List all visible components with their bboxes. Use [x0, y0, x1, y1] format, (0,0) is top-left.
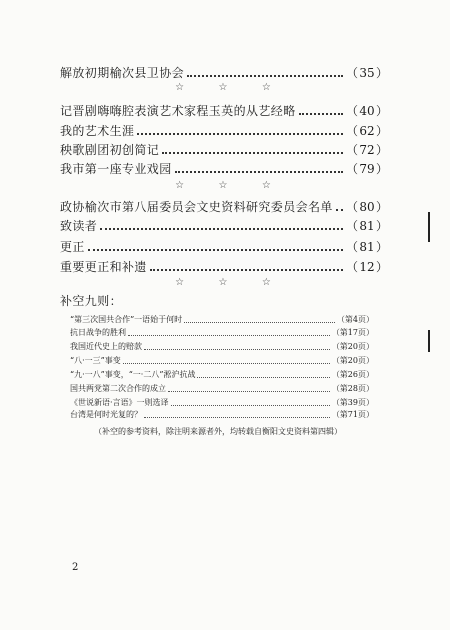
toc-entry-page: （81）	[345, 239, 388, 254]
toc-entry-title: 秧歌剧团初创简记	[60, 142, 160, 157]
leader-dots	[137, 133, 343, 135]
toc-entry-title: 我的艺术生涯	[60, 123, 135, 138]
toc-entry-title: 记晋剧嗨嗨腔表演艺术家程玉英的从艺经略	[60, 103, 296, 118]
leader-dots	[175, 171, 343, 173]
supplement-item-page: （第20页）	[331, 341, 374, 351]
margin-mark	[428, 212, 430, 242]
star-icon: ☆	[175, 277, 185, 288]
star-divider	[158, 277, 288, 291]
supplement-item	[70, 326, 374, 338]
toc-entry-title: 更正	[60, 239, 85, 254]
leader-dots	[336, 209, 343, 211]
supplement-item-title: 我国近代史上的赔款	[70, 341, 142, 351]
supplement-item	[70, 382, 374, 394]
leader-dots	[187, 75, 343, 77]
toc-entry	[60, 140, 388, 158]
supplement-item-title: 抗日战争的胜利	[70, 327, 126, 337]
leader-dots	[123, 363, 330, 364]
supplement-item-title: 国共两党第二次合作的成立	[70, 383, 166, 393]
toc-entry-page: （72）	[345, 142, 388, 157]
star-icon: ☆	[218, 277, 228, 288]
supplement-item-page: （第4页）	[336, 314, 374, 324]
supplement-item	[70, 313, 374, 325]
supplement-item-title: “第三次国共合作”一语始于何时	[70, 314, 183, 324]
toc-entry	[60, 237, 388, 255]
toc-entry	[60, 121, 388, 139]
supplement-item-title: “八·一三”事变	[70, 355, 121, 365]
toc-entry	[60, 101, 388, 119]
leader-dots	[171, 405, 330, 406]
star-icon: ☆	[218, 180, 228, 191]
supplement-item-page: （第28页）	[331, 383, 374, 393]
supplement-item-page: （第17页）	[331, 327, 374, 337]
toc-entry-title: 我市第一座专业戏园	[60, 161, 172, 176]
toc-entry-page: （62）	[345, 123, 388, 138]
toc-entry-title: 解放初期榆次县卫协会	[60, 65, 185, 80]
supplement-item	[70, 408, 374, 420]
toc-entry-title: 重要更正和补遗	[60, 259, 147, 274]
star-icon: ☆	[218, 82, 228, 93]
star-icon: ☆	[175, 82, 185, 93]
supplement-item	[70, 396, 374, 408]
toc-entry-page: （12）	[345, 259, 388, 274]
toc-entry-page: （35）	[345, 65, 388, 80]
leader-dots	[197, 377, 329, 378]
leader-dots	[162, 152, 343, 154]
toc-entry	[60, 216, 388, 234]
star-icon: ☆	[261, 82, 271, 93]
leader-dots	[184, 322, 335, 323]
star-icon: ☆	[175, 180, 185, 191]
toc-entry-page: （80）	[345, 199, 388, 214]
toc-entry	[60, 159, 388, 177]
leader-dots	[299, 113, 343, 115]
toc-entry-title: 致读者	[60, 218, 98, 233]
leader-dots	[168, 391, 330, 392]
page-number: 2	[72, 562, 79, 573]
toc-entry-page: （40）	[345, 103, 388, 118]
leader-dots	[100, 228, 343, 230]
supplement-item	[70, 354, 374, 366]
supplement-item-page: （第39页）	[331, 397, 374, 407]
supplement-item	[70, 340, 374, 352]
toc-entry	[60, 197, 388, 215]
supplement-note: （补空的参考资料，除注明来源者外，均转载自衡阳文史资料第四辑）	[94, 427, 342, 436]
supplement-item-title: 台湾是何时光复的？	[70, 409, 142, 419]
toc-entry-page: （81）	[345, 218, 388, 233]
toc-entry-title: 政协榆次市第八届委员会文史资料研究委员会名单	[60, 199, 333, 214]
star-divider	[158, 180, 288, 194]
supplement-item-title: 《世说新语·言语》一则选译	[70, 397, 169, 407]
supplement-item-page: （第20页）	[331, 355, 374, 365]
toc-entry	[60, 63, 388, 81]
leader-dots	[128, 335, 330, 336]
star-icon: ☆	[261, 277, 271, 288]
star-icon: ☆	[261, 180, 271, 191]
star-divider	[158, 82, 288, 96]
toc-entry-page: （79）	[345, 161, 388, 176]
leader-dots	[144, 417, 330, 418]
leader-dots	[88, 249, 343, 251]
leader-dots	[150, 269, 343, 271]
supplement-heading: 补空九则：	[60, 294, 123, 308]
margin-mark	[428, 330, 430, 352]
supplement-item-page: （第71页）	[331, 409, 374, 419]
toc-entry	[60, 257, 388, 275]
supplement-item-title: “九·一八”事变，“一·二八”淞沪抗战	[70, 369, 196, 379]
leader-dots	[144, 349, 330, 350]
supplement-item	[70, 368, 374, 380]
supplement-item-page: （第26页）	[331, 369, 374, 379]
